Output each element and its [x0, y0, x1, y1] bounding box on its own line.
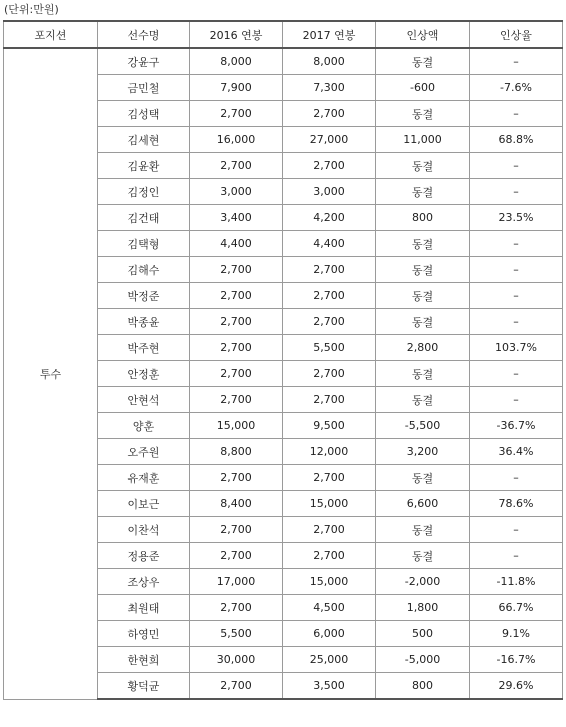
salary-2017-cell: 4,400 [283, 231, 376, 257]
raise-amount-cell: 동결 [376, 517, 470, 543]
raise-rate-cell: – [470, 543, 563, 569]
raise-rate-cell: -7.6% [470, 75, 563, 101]
raise-amount-cell: 동결 [376, 179, 470, 205]
raise-rate-cell: – [470, 465, 563, 491]
player-name-cell: 최원태 [98, 595, 190, 621]
salary-2016-cell: 2,700 [190, 153, 283, 179]
player-name-cell: 이보근 [98, 491, 190, 517]
player-name-cell: 김정인 [98, 179, 190, 205]
player-name-cell: 정용준 [98, 543, 190, 569]
raise-rate-cell: – [470, 283, 563, 309]
raise-rate-cell: 78.6% [470, 491, 563, 517]
raise-rate-cell: 36.4% [470, 439, 563, 465]
salary-2017-cell: 6,000 [283, 621, 376, 647]
salary-2016-cell: 5,500 [190, 621, 283, 647]
salary-2017-cell: 2,700 [283, 361, 376, 387]
header-player: 선수명 [98, 21, 190, 48]
player-name-cell: 양훈 [98, 413, 190, 439]
table-row [4, 48, 563, 75]
raise-rate-cell: -11.8% [470, 569, 563, 595]
salary-2016-cell: 7,900 [190, 75, 283, 101]
raise-rate-cell: – [470, 387, 563, 413]
salary-2016-cell: 2,700 [190, 257, 283, 283]
salary-2017-cell: 2,700 [283, 309, 376, 335]
raise-amount-cell: 동결 [376, 231, 470, 257]
raise-amount-cell: 동결 [376, 283, 470, 309]
player-name-cell: 유재훈 [98, 465, 190, 491]
raise-rate-cell: – [470, 153, 563, 179]
raise-rate-cell: – [470, 231, 563, 257]
salary-2017-cell: 3,500 [283, 673, 376, 700]
salary-2017-cell: 12,000 [283, 439, 376, 465]
salary-2016-cell: 2,700 [190, 309, 283, 335]
position-cell: 투수 [4, 48, 98, 699]
raise-rate-cell: 68.8% [470, 127, 563, 153]
salary-2017-cell: 2,700 [283, 387, 376, 413]
raise-rate-cell: 29.6% [470, 673, 563, 700]
salary-2016-cell: 2,700 [190, 335, 283, 361]
raise-amount-cell: 동결 [376, 361, 470, 387]
salary-2016-cell: 2,700 [190, 543, 283, 569]
raise-amount-cell: 3,200 [376, 439, 470, 465]
header-position: 포지션 [4, 21, 98, 48]
salary-2017-cell: 2,700 [283, 153, 376, 179]
player-name-cell: 황덕균 [98, 673, 190, 700]
salary-2016-cell: 2,700 [190, 673, 283, 700]
raise-amount-cell: 500 [376, 621, 470, 647]
raise-rate-cell: – [470, 361, 563, 387]
player-name-cell: 김세현 [98, 127, 190, 153]
salary-2016-cell: 2,700 [190, 517, 283, 543]
salary-2017-cell: 4,500 [283, 595, 376, 621]
player-name-cell: 이찬석 [98, 517, 190, 543]
raise-amount-cell: 2,800 [376, 335, 470, 361]
player-name-cell: 조상우 [98, 569, 190, 595]
raise-amount-cell: 동결 [376, 153, 470, 179]
salary-2016-cell: 4,400 [190, 231, 283, 257]
raise-amount-cell: 1,800 [376, 595, 470, 621]
salary-2017-cell: 9,500 [283, 413, 376, 439]
player-name-cell: 오주원 [98, 439, 190, 465]
salary-2016-cell: 2,700 [190, 465, 283, 491]
salary-2017-cell: 8,000 [283, 48, 376, 75]
salary-2016-cell: 2,700 [190, 361, 283, 387]
raise-amount-cell: -5,500 [376, 413, 470, 439]
player-name-cell: 한현희 [98, 647, 190, 673]
player-name-cell: 박정준 [98, 283, 190, 309]
salary-2016-cell: 2,700 [190, 101, 283, 127]
raise-amount-cell: 11,000 [376, 127, 470, 153]
player-name-cell: 안현석 [98, 387, 190, 413]
salary-2017-cell: 2,700 [283, 517, 376, 543]
header-row [4, 21, 563, 48]
salary-2017-cell: 2,700 [283, 283, 376, 309]
raise-amount-cell: 동결 [376, 257, 470, 283]
salary-2016-cell: 3,000 [190, 179, 283, 205]
salary-2016-cell: 2,700 [190, 387, 283, 413]
player-name-cell: 안정훈 [98, 361, 190, 387]
raise-amount-cell: 800 [376, 673, 470, 700]
raise-amount-cell: 동결 [376, 309, 470, 335]
raise-rate-cell: 66.7% [470, 595, 563, 621]
raise-rate-cell: – [470, 257, 563, 283]
raise-rate-cell: 9.1% [470, 621, 563, 647]
raise-amount-cell: -2,000 [376, 569, 470, 595]
salary-2016-cell: 16,000 [190, 127, 283, 153]
raise-amount-cell: 동결 [376, 543, 470, 569]
player-name-cell: 김성택 [98, 101, 190, 127]
raise-amount-cell: 동결 [376, 465, 470, 491]
raise-amount-cell: 동결 [376, 101, 470, 127]
raise-rate-cell: – [470, 309, 563, 335]
raise-amount-cell: 동결 [376, 387, 470, 413]
salary-2016-cell: 17,000 [190, 569, 283, 595]
player-name-cell: 강윤구 [98, 48, 190, 75]
raise-rate-cell: -16.7% [470, 647, 563, 673]
raise-rate-cell: – [470, 179, 563, 205]
raise-amount-cell: 800 [376, 205, 470, 231]
player-name-cell: 박종윤 [98, 309, 190, 335]
salary-2017-cell: 2,700 [283, 543, 376, 569]
raise-amount-cell: 동결 [376, 48, 470, 75]
salary-2017-cell: 27,000 [283, 127, 376, 153]
salary-2017-cell: 3,000 [283, 179, 376, 205]
raise-rate-cell: 103.7% [470, 335, 563, 361]
player-name-cell: 김해수 [98, 257, 190, 283]
salary-2016-cell: 15,000 [190, 413, 283, 439]
salary-2016-cell: 8,400 [190, 491, 283, 517]
salary-2017-cell: 2,700 [283, 101, 376, 127]
salary-2016-cell: 2,700 [190, 595, 283, 621]
raise-amount-cell: 6,600 [376, 491, 470, 517]
player-name-cell: 김택형 [98, 231, 190, 257]
salary-2017-cell: 5,500 [283, 335, 376, 361]
player-name-cell: 김윤환 [98, 153, 190, 179]
raise-rate-cell: – [470, 517, 563, 543]
player-name-cell: 금민철 [98, 75, 190, 101]
salary-2016-cell: 3,400 [190, 205, 283, 231]
salary-2016-cell: 30,000 [190, 647, 283, 673]
salary-2017-cell: 4,200 [283, 205, 376, 231]
salary-2016-cell: 2,700 [190, 283, 283, 309]
raise-rate-cell: -36.7% [470, 413, 563, 439]
player-name-cell: 박주현 [98, 335, 190, 361]
salary-2017-cell: 15,000 [283, 569, 376, 595]
raise-amount-cell: -5,000 [376, 647, 470, 673]
raise-amount-cell: -600 [376, 75, 470, 101]
salary-2016-cell: 8,000 [190, 48, 283, 75]
player-name-cell: 김건태 [98, 205, 190, 231]
salary-2017-cell: 7,300 [283, 75, 376, 101]
salary-2017-cell: 25,000 [283, 647, 376, 673]
salary-2017-cell: 15,000 [283, 491, 376, 517]
salary-2017-cell: 2,700 [283, 465, 376, 491]
salary-2016-cell: 8,800 [190, 439, 283, 465]
header-salary-2016: 2016 연봉 [190, 21, 283, 48]
header-raise-rate: 인상율 [470, 21, 563, 48]
salary-2017-cell: 2,700 [283, 257, 376, 283]
raise-rate-cell: 23.5% [470, 205, 563, 231]
raise-rate-cell: – [470, 48, 563, 75]
unit-label: (단위:만원) [4, 3, 59, 16]
player-name-cell: 하영민 [98, 621, 190, 647]
header-salary-2017: 2017 연봉 [283, 21, 376, 48]
header-raise-amount: 인상액 [376, 21, 470, 48]
raise-rate-cell: – [470, 101, 563, 127]
salary-table [3, 20, 563, 700]
